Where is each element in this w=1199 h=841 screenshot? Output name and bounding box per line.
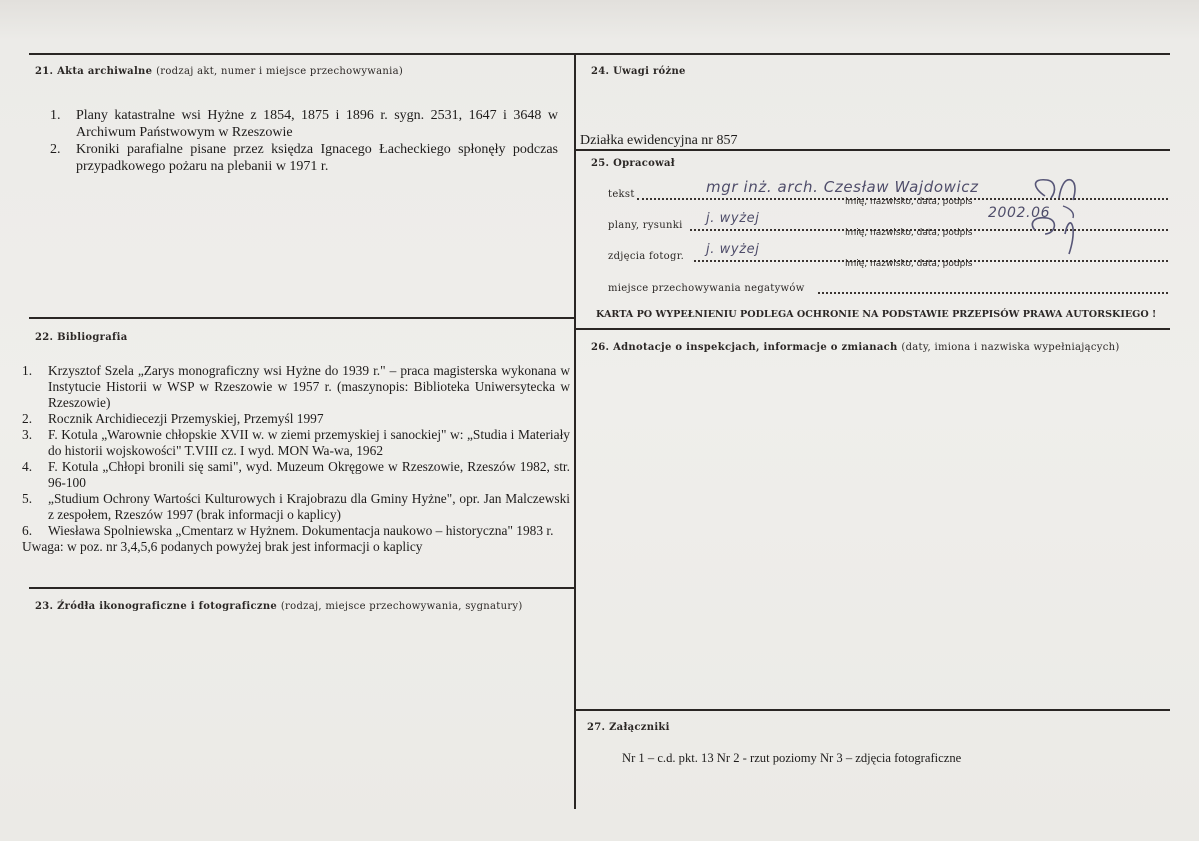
bibliography-note: Uwaga: w poz. nr 3,4,5,6 podanych powyżej brak jest informacji o kaplicy [22, 539, 423, 554]
list-item: 5. „Studium Ochrony Wartości Kulturowych i Krajobrazu dla Gminy Hyżne", opr. Jan Malczewski z zespołem, Rzeszów 1997 (brak informacji o kaplicy) [22, 491, 570, 522]
author-text-label: tekst [608, 189, 635, 200]
divider-21-22 [29, 317, 575, 319]
column-divider [574, 53, 576, 809]
author-text-handwriting: mgr inż. arch. Czesław Wajdowicz [706, 178, 979, 196]
photos-label: zdjęcia fotogr. [608, 251, 685, 262]
list-item: 1. Plany katastralne wsi Hyżne z 1854, 1875 i 1896 r. sygn. 2531, 1647 i 3648 w Archiwum Państwowym w Rzeszowie [50, 108, 558, 140]
top-border [29, 53, 1170, 55]
section-26-label: 26. Adnotacje o inspekcjach, informacje o zmianach (daty, imiona i nazwiska wypełniających) [591, 342, 1120, 353]
negatives-label: miejsce przechowywania negatywów [608, 283, 805, 294]
list-item: 1. Krzysztof Szela „Zarys monograficzny wsi Hyżne do 1939 r." – praca magisterska wykonana w Instytucie Historii w WSP w Rzeszowie w 1957 r. (maszynopis: Biblioteka Uniwersytecka w Rzeszowie) [22, 363, 570, 410]
divider-25-26 [575, 328, 1170, 330]
section-27-label: 27. Załączniki [587, 722, 670, 733]
photos-handwriting: j. wyżej [706, 242, 760, 257]
list-item: 2. Rocznik Archidiecezji Przemyskiej, Przemyśl 1997 [22, 411, 324, 426]
drawings-hint: imię, nazwisko, data, podpis [845, 228, 973, 238]
copyright-notice: KARTA PO WYPEŁNIENIU PODLEGA OCHRONIE NA PODSTAWIE PRZEPISÓW PRAWA AUTORSKIEGO ! [596, 309, 1157, 320]
section-21-list [50, 107, 558, 175]
section-24-label: 24. Uwagi różne [591, 66, 686, 77]
divider-26-27 [575, 709, 1170, 711]
section-21-label: 21. Akta archiwalne (rodzaj akt, numer i miejsce przechowywania) [35, 66, 404, 77]
author-text-hint: imię, nazwisko, data, podpis [845, 197, 973, 207]
list-item: 3. F. Kotula „Warownie chłopskie XVII w. w ziemi przemyskiej i sanockiej" w: „Studia i Materiały do historii wojskowości" T.VIII cz. I wyd. MON Wa-wa, 1962 [22, 427, 570, 458]
section-22-label: 22. Bibliografia [35, 332, 128, 343]
drawings-handwriting: j. wyżej [706, 211, 760, 226]
parcel-number: Działka ewidencyjna nr 857 [580, 133, 738, 148]
divider-22-23 [29, 587, 575, 589]
photos-hint: imię, nazwisko, data, podpis [845, 259, 973, 269]
negatives-line [818, 292, 1168, 294]
section-22-list [22, 363, 570, 555]
attachments-text: Nr 1 – c.d. pkt. 13 Nr 2 - rzut poziomy Nr 3 – zdjęcia fotograficzne [622, 751, 962, 765]
section-25-label: 25. Opracował [591, 158, 675, 169]
list-item: 2. Kroniki parafialne pisane przez księdza Ignacego Łacheckiego spłonęły podczas przypadkowego pożaru na plebanii w 1971 r. [50, 142, 558, 174]
drawings-label: plany, rysunki [608, 220, 683, 231]
section-23-label: 23. Źródła ikonograficzne i fotograficzne (rodzaj, miejsce przechowywania, sygnatury) [35, 601, 523, 612]
list-item: 4. F. Kotula „Chłopi bronili się sami", wyd. Muzeum Okręgowe w Rzeszowie, Rzeszów 1982, str. 96-100 [22, 459, 570, 490]
date-mark: 2002.06 [988, 205, 1051, 221]
list-item: 6. Wiesława Spolniewska „Cmentarz w Hyżnem. Dokumentacja naukowo – historyczna" 1983 r. [22, 523, 554, 538]
signature-mark [1025, 168, 1105, 258]
divider-24-25 [575, 149, 1170, 151]
